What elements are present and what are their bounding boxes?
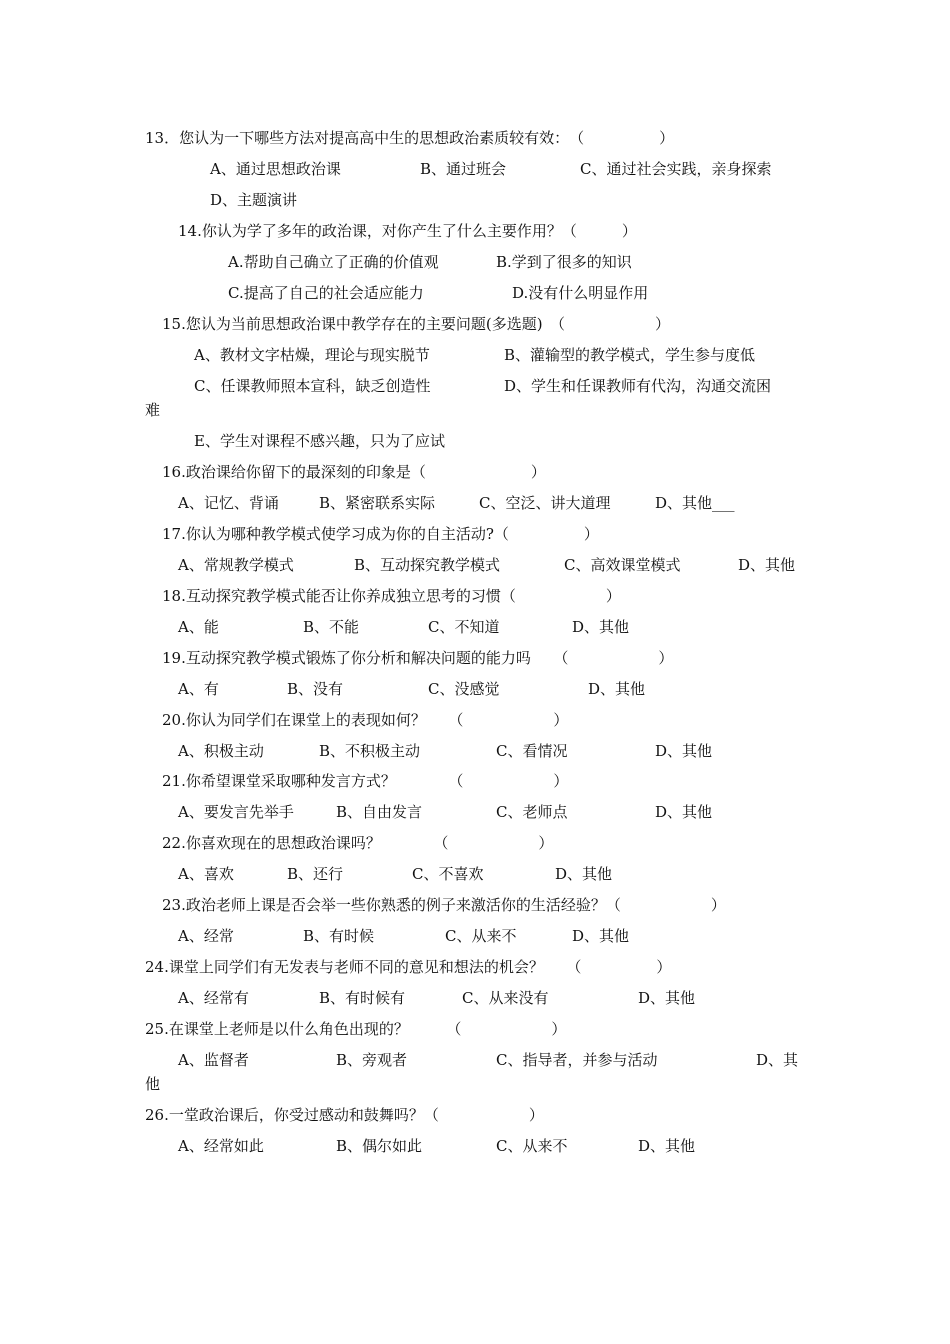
- option-25a: A、监督者: [178, 1051, 249, 1069]
- option-23c: C、从来不: [445, 927, 517, 945]
- option-15c: C、任课教师照本宣科，缺乏创造性: [194, 377, 431, 395]
- question-20: 20.你认为同学们在课堂上的表现如何？ （ ）: [162, 711, 569, 729]
- option-15a: A、教材文字枯燥，理论与现实脱节: [194, 346, 430, 364]
- question-25: 25.在课堂上老师是以什么角色出现的？ （ ）: [145, 1020, 567, 1038]
- question-26: 26.一堂政治课后，你受过感动和鼓舞吗？（ ）: [145, 1106, 544, 1124]
- option-22c: C、不喜欢: [412, 865, 484, 883]
- option-22d: D、其他: [555, 865, 613, 883]
- option-17c: C、高效课堂模式: [564, 556, 681, 574]
- option-26b: B、偶尔如此: [336, 1137, 423, 1155]
- option-21b: B、自由发言: [336, 803, 423, 821]
- option-24d: D、其他: [638, 989, 696, 1007]
- option-15b: B、灌输型的教学模式，学生参与度低: [504, 346, 756, 364]
- option-21d: D、其他: [655, 803, 713, 821]
- option-18d: D、其他: [572, 618, 630, 636]
- question-19: 19.互动探究教学模式锻炼了你分析和解决问题的能力吗 （ ）: [162, 649, 674, 667]
- option-21a: A、要发言先举手: [178, 803, 294, 821]
- option-14b: B.学到了很多的知识: [496, 253, 632, 271]
- question-17: 17.你认为哪种教学模式使学习成为你的自主活动?（ ）: [162, 525, 599, 543]
- option-24c: C、从来没有: [462, 989, 549, 1007]
- option-16d: D、其他___: [655, 494, 735, 512]
- option-15e: E、学生对课程不感兴趣，只为了应试: [194, 432, 445, 450]
- question-14: 14.你认为学了多年的政治课，对你产生了什么主要作用？（ ）: [178, 222, 637, 240]
- option-13c: C、通过社会实践，亲身探索: [580, 160, 772, 178]
- question-13: 13．您认为一下哪些方法对提高高中生的思想政治素质较有效： （ ）: [145, 129, 675, 147]
- option-22b: B、还行: [287, 865, 344, 883]
- option-13b: B、通过班会: [420, 160, 507, 178]
- option-19b: B、没有: [287, 680, 344, 698]
- question-16: 16.政治课给你留下的最深刻的印象是（ ）: [162, 463, 546, 481]
- question-15: 15.您认为当前思想政治课中教学存在的主要问题(多选题) （ ）: [162, 315, 671, 333]
- option-26c: C、从来不: [496, 1137, 568, 1155]
- option-24b: B、有时候有: [319, 989, 406, 1007]
- option-15d-wrap: 难: [145, 401, 161, 419]
- option-20b: B、不积极主动: [319, 742, 421, 760]
- option-26d: D、其他: [638, 1137, 696, 1155]
- option-18a: A、能: [178, 618, 219, 636]
- option-22a: A、喜欢: [178, 865, 234, 883]
- option-14a: A.帮助自己确立了正确的价值观: [228, 253, 439, 271]
- option-19c: C、没感觉: [428, 680, 500, 698]
- question-24: 24.课堂上同学们有无发表与老师不同的意见和想法的机会？ （ ）: [145, 958, 672, 976]
- option-16a: A、记忆、背诵: [178, 494, 279, 512]
- option-16c: C、空泛、讲大道理: [479, 494, 611, 512]
- option-18b: B、不能: [303, 618, 360, 636]
- question-18: 18.互动探究教学模式能否让你养成独立思考的习惯（ ）: [162, 587, 621, 605]
- option-25d-wrap: 他: [145, 1075, 161, 1093]
- option-23a: A、经常: [178, 927, 234, 945]
- option-17a: A、常规教学模式: [178, 556, 294, 574]
- option-17b: B、互动探究教学模式: [354, 556, 501, 574]
- option-21c: C、老师点: [496, 803, 568, 821]
- option-19a: A、有: [178, 680, 219, 698]
- option-20a: A、积极主动: [178, 742, 264, 760]
- question-22: 22.你喜欢现在的思想政治课吗？ （ ）: [162, 834, 554, 852]
- option-13a: A、通过思想政治课: [210, 160, 341, 178]
- option-20d: D、其他: [655, 742, 713, 760]
- question-23: 23.政治老师上课是否会举一些你熟悉的例子来激活你的生活经验？（ ）: [162, 896, 726, 914]
- option-15d: D、学生和任课教师有代沟，沟通交流困: [504, 377, 772, 395]
- option-17d: D、其他: [738, 556, 796, 574]
- option-25d: D、其: [756, 1051, 799, 1069]
- option-25b: B、旁观者: [336, 1051, 408, 1069]
- option-20c: C、看情况: [496, 742, 568, 760]
- option-18c: C、不知道: [428, 618, 500, 636]
- option-23d: D、其他: [572, 927, 630, 945]
- option-14d: D.没有什么明显作用: [512, 284, 649, 302]
- option-26a: A、经常如此: [178, 1137, 264, 1155]
- option-19d: D、其他: [588, 680, 646, 698]
- option-25c: C、指导者，并参与活动: [496, 1051, 658, 1069]
- option-14c: C.提高了自己的社会适应能力: [228, 284, 424, 302]
- option-16b: B、紧密联系实际: [319, 494, 436, 512]
- option-13d: D、主题演讲: [210, 191, 298, 209]
- question-21: 21.你希望课堂采取哪种发言方式？ （ ）: [162, 772, 569, 790]
- option-23b: B、有时候: [303, 927, 375, 945]
- option-24a: A、经常有: [178, 989, 249, 1007]
